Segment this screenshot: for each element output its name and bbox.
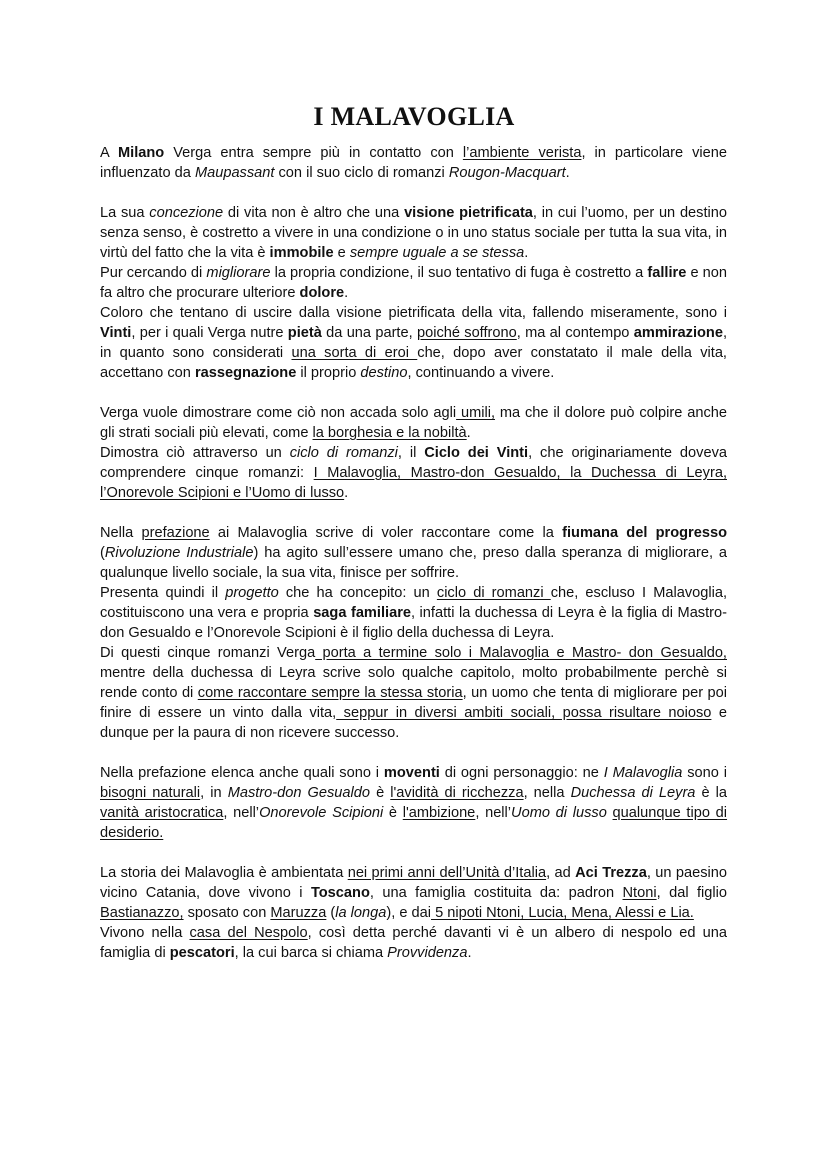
underlined-text: umili, xyxy=(456,405,496,421)
text-run: ( xyxy=(326,905,336,921)
paragraph xyxy=(100,923,727,963)
italic-text: Rivoluzione Industriale xyxy=(104,545,254,561)
text-run: , in xyxy=(200,785,228,801)
paragraph xyxy=(100,403,727,443)
underlined-text: poiché soffrono xyxy=(416,325,517,341)
document-title: I MALAVOGLIA xyxy=(313,102,515,131)
underlined-text: qualunque tipo di desiderio. xyxy=(100,805,728,841)
text-run: , un uomo che tenta di migliorare per poi finire di essere un vinto dalla vita, xyxy=(100,685,728,721)
italic-text: Duchessa di Leyra xyxy=(570,785,696,801)
text-run: è xyxy=(383,805,403,821)
bold-text: moventi xyxy=(383,765,440,781)
underlined-text: bisogni naturali xyxy=(100,785,201,801)
text-run: sposato con xyxy=(183,905,271,921)
underlined-text: ciclo di romanzi xyxy=(436,585,551,601)
text-run: La storia dei Malavoglia è ambientata xyxy=(100,865,348,881)
text-run: Di questi cinque romanzi Verga xyxy=(100,645,316,661)
underlined-text: 5 nipoti Ntoni, Lucia, Mena, Alessi e Lia. xyxy=(431,905,694,921)
text-run: Coloro che tentano di uscire dalla visione pietrificata della vita, fallendo miseramente, sono i xyxy=(100,305,727,321)
text-run: il proprio xyxy=(296,365,361,381)
italic-text: Rougon-Macquart xyxy=(448,165,566,181)
italic-text: Uomo di lusso xyxy=(511,805,607,821)
text-run: e dunque per la paura di non ricevere successo. xyxy=(100,705,727,741)
text-run: Verga vuole dimostrare come ciò non accada solo agli xyxy=(100,405,457,421)
underlined-text: vanità aristocratica xyxy=(100,805,224,821)
bold-text: rassegnazione xyxy=(194,365,297,381)
text-run: e xyxy=(333,245,350,261)
paragraph-spacer xyxy=(100,503,727,523)
text-run: , infatti la duchessa di Leyra è la figlia di Mastro- don Gesualdo e l’Onorevole Scipioni è il figlio della duchessa di Leyra. xyxy=(100,605,727,641)
text-run: è xyxy=(370,785,391,801)
paragraph-spacer xyxy=(100,383,727,403)
text-run: Nella prefazione elenca anche quali sono i xyxy=(100,765,384,781)
underlined-text: Bastianazzo, xyxy=(100,905,184,921)
text-run: , dal figlio xyxy=(656,885,728,901)
italic-text: Maupassant xyxy=(194,165,275,181)
paragraph xyxy=(100,203,727,263)
bold-text: visione pietrificata xyxy=(404,205,533,221)
text-run: . xyxy=(466,425,471,441)
underlined-text: l'avidità di ricchezza xyxy=(390,785,524,801)
paragraph xyxy=(100,523,727,583)
text-run: con il suo ciclo di romanzi xyxy=(274,165,449,181)
text-run: Verga entra sempre più in contatto con xyxy=(164,145,463,161)
text-run: ai Malavoglia scrive di voler raccontare come la xyxy=(209,525,563,541)
bold-text: ammirazione xyxy=(633,325,723,341)
underlined-text: una sorta di eroi xyxy=(291,345,418,361)
paragraph xyxy=(100,763,727,843)
paragraph xyxy=(100,583,727,643)
text-run: La sua xyxy=(100,205,150,221)
italic-text: Onorevole Scipioni xyxy=(259,805,384,821)
text-run: è la xyxy=(695,785,727,801)
italic-text: ciclo di romanzi xyxy=(289,445,398,461)
bold-text: Aci Trezza xyxy=(575,865,647,881)
text-run: , nell’ xyxy=(223,805,260,821)
text-run: di ogni personaggio: ne xyxy=(439,765,604,781)
bold-text: Toscano xyxy=(310,885,370,901)
italic-text: destino xyxy=(360,365,408,381)
paragraph xyxy=(100,303,727,383)
text-run: ), e dai xyxy=(386,905,432,921)
italic-text: migliorare xyxy=(206,265,271,281)
underlined-text: Ntoni xyxy=(622,885,657,901)
paragraph-spacer xyxy=(100,843,727,863)
text-run: , che originariamente doveva comprendere cinque romanzi: xyxy=(100,445,727,481)
underlined-text: l'ambizione xyxy=(402,805,476,821)
text-run: , ma al contempo xyxy=(516,325,634,341)
underlined-text: seppur in diversi ambiti sociali, possa risultare noioso xyxy=(336,705,712,721)
text-run: ma che il dolore può colpire anche gli strati sociali più elevati, come xyxy=(100,405,728,441)
text-run: , in cui l’uomo, per un destino senza senso, è costretto a vivere in una condizione o in uno status sociale per tutta la sua vita, in virtù del fatto che la vita è xyxy=(100,205,727,261)
text-run: Dimostra ciò attraverso un xyxy=(100,445,290,461)
bold-text: Milano xyxy=(117,145,165,161)
text-run: sono i xyxy=(682,765,728,781)
paragraph xyxy=(100,143,727,183)
paragraph xyxy=(100,643,727,743)
text-run: , nell’ xyxy=(475,805,512,821)
text-run: che ha concepito: un xyxy=(278,585,437,601)
text-run: , la cui barca si chiama xyxy=(234,945,388,961)
bold-text: fallire xyxy=(647,265,687,281)
bold-text: Ciclo dei Vinti xyxy=(424,445,529,461)
italic-text: la longa xyxy=(335,905,387,921)
italic-text: sempre uguale a se stessa xyxy=(349,245,525,261)
text-run: . xyxy=(344,485,349,501)
paragraph xyxy=(100,863,727,923)
text-run: , in particolare viene influenzato da xyxy=(100,145,728,181)
text-run: la propria condizione, il suo tentativo di fuga è costretto a xyxy=(270,265,648,281)
bold-text: pescatori xyxy=(169,945,235,961)
bold-text: dolore xyxy=(299,285,345,301)
underlined-text: la borghesia e la nobiltà xyxy=(312,425,467,441)
document-body xyxy=(100,143,727,963)
underlined-text: casa del Nespolo xyxy=(189,925,308,941)
underlined-text: come raccontare sempre la stessa storia xyxy=(197,685,463,701)
text-run: Pur cercando di xyxy=(100,265,207,281)
text-run: , in quanto sono considerati xyxy=(100,325,728,361)
text-run: e non fa altro che procurare ulteriore xyxy=(100,265,728,301)
paragraph xyxy=(100,443,727,503)
italic-text: concezione xyxy=(149,205,224,221)
bold-text: saga familiare xyxy=(313,605,411,621)
text-run: ( xyxy=(100,545,105,561)
text-run: , nella xyxy=(523,785,571,801)
bold-text: pietà xyxy=(287,325,322,341)
text-run: che, escluso I Malavoglia, costituiscono una vera e propria xyxy=(100,585,728,621)
text-run: , così detta perché davanti vi è un albero di nespolo ed una famiglia di xyxy=(100,925,727,961)
paragraph-spacer xyxy=(100,743,727,763)
italic-text: Provvidenza xyxy=(387,945,468,961)
text-run: A xyxy=(100,145,118,161)
underlined-text: Maruzza xyxy=(270,905,327,921)
italic-text: I Malavoglia xyxy=(603,765,683,781)
text-run: . xyxy=(524,245,529,261)
text-run: ) ha agito sull’essere umano che, preso dalla speranza di migliorare, a qualunque livello sociale, la sua vita, finisce per soffrire. xyxy=(100,545,727,581)
text-run: Nella xyxy=(100,525,142,541)
text-run: , il xyxy=(397,445,425,461)
underlined-text: porta a termine solo i Malavoglia e Mastro- don Gesualdo, xyxy=(315,645,727,661)
bold-text: Vinti xyxy=(100,325,132,341)
text-run: . xyxy=(565,165,570,181)
paragraph xyxy=(100,263,727,303)
text-run: Presenta quindi il xyxy=(100,585,226,601)
text-run: di vita non è altro che una xyxy=(223,205,405,221)
text-run: . xyxy=(467,945,472,961)
paragraph-spacer xyxy=(100,183,727,203)
text-run: . xyxy=(344,285,349,301)
bold-text: immobile xyxy=(269,245,334,261)
text-run: , continuando a vivere. xyxy=(407,365,555,381)
text-run: Vivono nella xyxy=(100,925,190,941)
text-run: da una parte, xyxy=(321,325,417,341)
text-run: , un paesino vicino Catania, dove vivono i xyxy=(100,865,727,901)
italic-text: Mastro-don Gesualdo xyxy=(227,785,371,801)
text-run: , una famiglia costituita da: padron xyxy=(369,885,623,901)
text-run: , per i quali Verga nutre xyxy=(131,325,288,341)
text-run: , ad xyxy=(546,865,576,881)
underlined-text: l’ambiente verista xyxy=(462,145,582,161)
underlined-text: prefazione xyxy=(141,525,210,541)
bold-text: fiumana del progresso xyxy=(562,525,728,541)
text-run: che, dopo aver constatato il male della vita, accettano con xyxy=(100,345,727,381)
text-run: mentre della duchessa di Leyra scrive solo qualche capitolo, molto probabilmente perchè si rende conto di xyxy=(100,665,727,701)
underlined-text: I Malavoglia, Mastro-don Gesualdo, la Duchessa di Leyra, l’Onorevole Scipioni e l’Uomo di lusso xyxy=(100,465,727,501)
italic-text: progetto xyxy=(225,585,279,601)
underlined-text: nei primi anni dell’Unità d’Italia xyxy=(347,865,547,881)
